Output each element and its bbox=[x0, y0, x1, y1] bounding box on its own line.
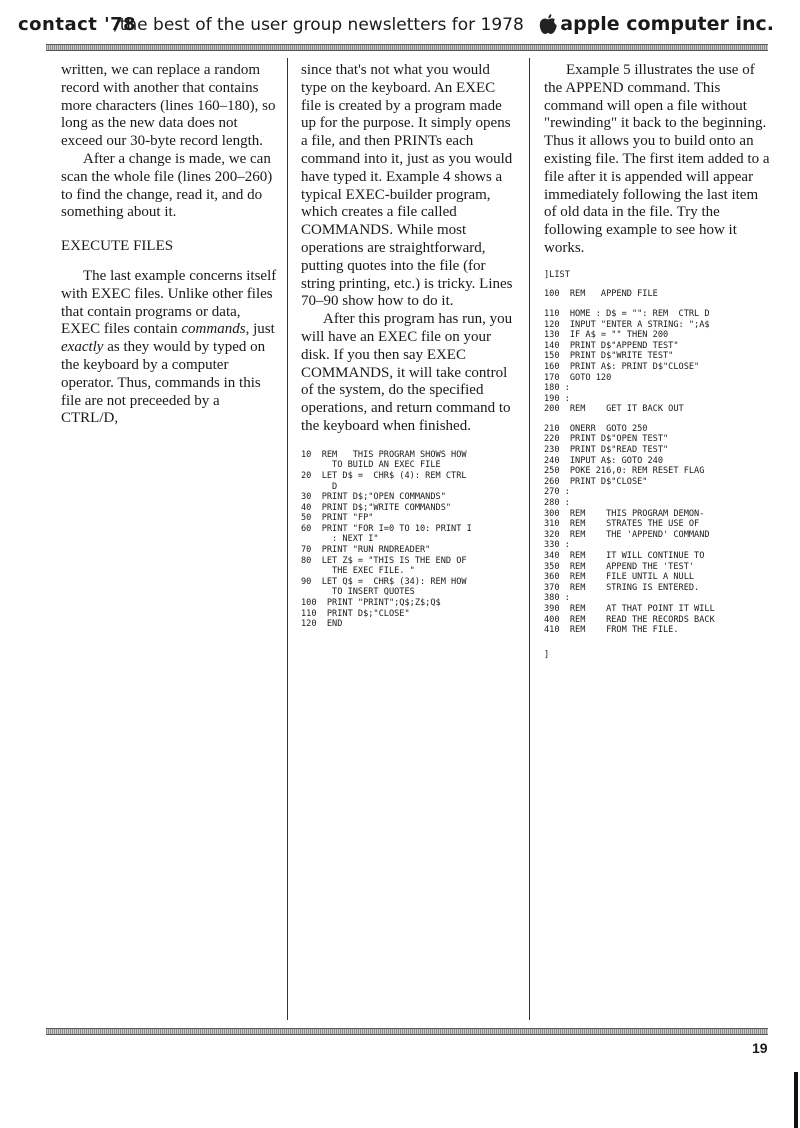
code-line: 160 PRINT A$: PRINT D$"CLOSE" bbox=[544, 361, 700, 372]
code-listing bbox=[544, 424, 774, 636]
code-listing bbox=[544, 270, 774, 281]
code-line: 120 END bbox=[301, 619, 343, 630]
apple-icon bbox=[538, 12, 558, 36]
header-rule bbox=[46, 44, 768, 51]
code-line: 280 : bbox=[544, 498, 570, 509]
code-line: THE EXEC FILE. " bbox=[301, 566, 415, 577]
paragraph: The last example concerns itself with EXEC files. Unlike other files that contain programs or data, EXEC files contain commands, just exactly as they would by typed on the keyboard by a computer operator. Thus, commands in this file are not preceeded by a CTRL/D, bbox=[61, 267, 277, 427]
code-line: 230 PRINT D$"READ TEST" bbox=[544, 445, 669, 456]
paragraph: After a change is made, we can scan the whole file (lines 200–260) to find the change, read it, and do something about it. bbox=[61, 150, 273, 221]
code-line: D bbox=[301, 481, 338, 492]
code-line: 320 REM THE 'APPEND' COMMAND bbox=[544, 529, 710, 540]
code-line: 310 REM STRATES THE USE OF bbox=[544, 519, 700, 530]
code-line: 350 REM APPEND THE 'TEST' bbox=[544, 561, 695, 572]
code-line: 170 GOTO 120 bbox=[544, 372, 612, 383]
code-line: 330 : bbox=[544, 540, 570, 551]
code-line: 50 PRINT "FP" bbox=[301, 513, 374, 524]
code-line: : NEXT I" bbox=[301, 534, 379, 545]
apple-logo bbox=[538, 12, 774, 36]
code-listing bbox=[544, 309, 774, 415]
code-line: 130 IF A$ = "" THEN 200 bbox=[544, 330, 669, 341]
code-line: 340 REM IT WILL CONTINUE TO bbox=[544, 551, 705, 562]
paragraph: After this program has run, you will have an EXEC file on your disk. If you then say EXEC COMMANDS, it will take control of the system, do the specified operations, and return command to the keyboard when finished. bbox=[301, 311, 513, 434]
publication-name: contact '78 bbox=[18, 14, 137, 35]
code-line: 70 PRINT "RUN RNDREADER" bbox=[301, 545, 431, 556]
code-line: 40 PRINT D$;"WRITE COMMANDS" bbox=[301, 502, 452, 513]
code-line: 370 REM STRING IS ENTERED. bbox=[544, 582, 700, 593]
code-line: 10 REM THIS PROGRAM SHOWS HOW bbox=[301, 449, 467, 460]
code-line: 110 PRINT D$;"CLOSE" bbox=[301, 608, 410, 619]
code-line: 240 INPUT A$: GOTO 240 bbox=[544, 455, 663, 466]
code-line: 400 REM READ THE RECORDS BACK bbox=[544, 614, 715, 625]
code-line: 260 PRINT D$"CLOSE" bbox=[544, 476, 648, 487]
code-listing bbox=[544, 289, 774, 300]
column-3 bbox=[544, 62, 774, 660]
code-line: 110 HOME : D$ = "": REM CTRL D bbox=[544, 308, 710, 319]
code-line: ]LIST bbox=[544, 269, 570, 280]
column-2 bbox=[301, 62, 515, 630]
code-line: 380 : bbox=[544, 593, 570, 604]
code-line: 140 PRINT D$"APPEND TEST" bbox=[544, 340, 679, 351]
code-line: TO BUILD AN EXEC FILE bbox=[301, 460, 441, 471]
paragraph: since that's not what you would type on the keyboard. An EXEC file is created by a program made up for the purpose. It simply opens a file, and then PRINTs each command into it, just as you would have typed it. Example 4 shows a typical EXEC-builder program, which creates a file called COMMANDS. While most operations are straightforward, putting quotes into the file (for string printing, etc.) is tricky. Lines 70–90 show how to do it. bbox=[301, 62, 513, 310]
paragraph: Example 5 illustrates the use of the APPEND command. This command will open a file without "rewinding" it back to the beginning. Thus it allows you to build onto an existing file. The first item added to a file after it is appended will appear immediately following the last item of old data in the file. Try the following example to see how it works. bbox=[544, 62, 770, 256]
code-line: TO INSERT QUOTES bbox=[301, 587, 415, 598]
code-line: 300 REM THIS PROGRAM DEMON- bbox=[544, 508, 705, 519]
code-line: 180 : bbox=[544, 383, 570, 394]
column-divider bbox=[529, 58, 530, 1020]
code-line: 90 LET Q$ = CHR$ (34): REM HOW bbox=[301, 576, 467, 587]
code-line: 120 INPUT "ENTER A STRING: ";A$ bbox=[544, 319, 710, 330]
code-line: 30 PRINT D$;"OPEN COMMANDS" bbox=[301, 492, 446, 503]
code-line: 100 PRINT "PRINT";Q$;Z$;Q$ bbox=[301, 598, 441, 609]
code-line: 360 REM FILE UNTIL A NULL bbox=[544, 572, 695, 583]
code-listing bbox=[544, 650, 774, 661]
code-line: 190 : bbox=[544, 393, 570, 404]
code-line: 410 REM FROM THE FILE. bbox=[544, 625, 679, 636]
code-line: 210 ONERR GOTO 250 bbox=[544, 423, 648, 434]
code-line: 80 LET Z$ = "THIS IS THE END OF bbox=[301, 555, 467, 566]
page-number: 19 bbox=[752, 1040, 768, 1056]
page-header bbox=[18, 14, 774, 44]
footer-rule bbox=[46, 1028, 768, 1035]
margin-mark bbox=[794, 1072, 798, 1128]
column-1 bbox=[61, 62, 277, 428]
code-line: 20 LET D$ = CHR$ (4): REM CTRL bbox=[301, 470, 467, 481]
company-name: apple computer inc. bbox=[560, 13, 774, 35]
code-listing bbox=[301, 450, 515, 630]
publication-tagline: /the best of the user group newsletters for 1978 bbox=[114, 15, 524, 35]
code-line: 100 REM APPEND FILE bbox=[544, 289, 658, 300]
code-line: 390 REM AT THAT POINT IT WILL bbox=[544, 603, 715, 614]
code-line: 270 : bbox=[544, 487, 570, 498]
section-heading: EXECUTE FILES bbox=[61, 238, 174, 255]
column-divider bbox=[287, 58, 288, 1020]
code-line: 60 PRINT "FOR I=0 TO 10: PRINT I bbox=[301, 523, 472, 534]
code-line: 250 POKE 216,0: REM RESET FLAG bbox=[544, 466, 705, 477]
code-line: ] bbox=[544, 649, 550, 660]
code-line: 200 REM GET IT BACK OUT bbox=[544, 404, 684, 415]
code-line: 220 PRINT D$"OPEN TEST" bbox=[544, 434, 669, 445]
code-line: 150 PRINT D$"WRITE TEST" bbox=[544, 351, 674, 362]
paragraph: written, we can replace a random record with another that contains more characters (lines 160–180), so long as the new data does not exceed our 30-byte record length. bbox=[61, 62, 276, 150]
